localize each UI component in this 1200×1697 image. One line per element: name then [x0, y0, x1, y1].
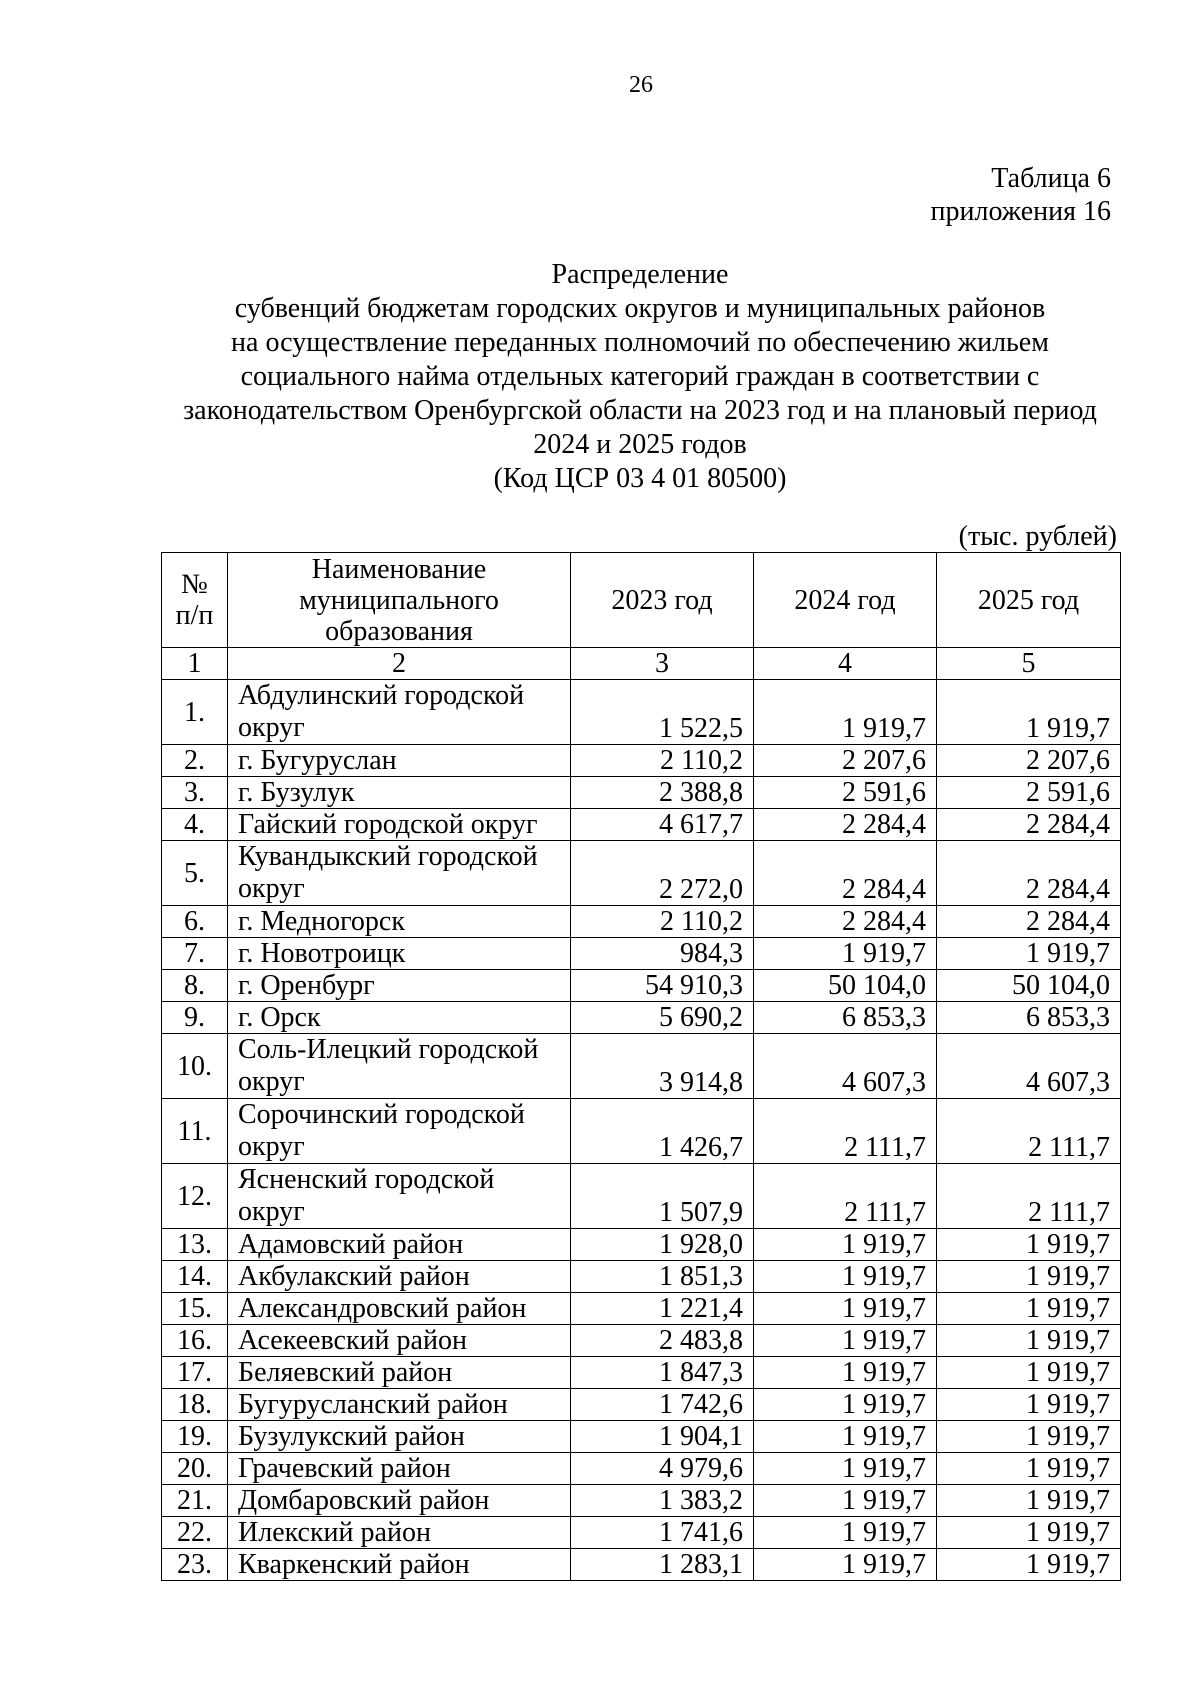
amount-2024: 4 607,3: [754, 1034, 937, 1099]
amount-2025: 1 919,7: [937, 680, 1121, 745]
header-2025: 2025 год: [937, 553, 1121, 648]
table-row: [162, 1357, 1121, 1389]
row-number: 12.: [162, 1164, 228, 1229]
table-body: [162, 680, 1121, 1581]
row-number: 19.: [162, 1421, 228, 1453]
amount-2025: 1 919,7: [937, 1485, 1121, 1517]
amount-2023: 1 847,3: [571, 1357, 754, 1389]
amount-2024: 1 919,7: [754, 1293, 937, 1325]
municipality-name-line: г. Новотроицк: [238, 938, 406, 969]
amount-2023: 4 979,6: [571, 1453, 754, 1485]
row-number: 15.: [162, 1293, 228, 1325]
municipality-name: [228, 1421, 571, 1453]
amount-2023: 1 507,9: [571, 1164, 754, 1229]
table-row: [162, 1164, 1121, 1229]
amount-2024: 1 919,7: [754, 1325, 937, 1357]
amount-2025: 1 919,7: [937, 1453, 1121, 1485]
amount-2025: 1 919,7: [937, 1261, 1121, 1293]
title-line: социального найма отдельных категорий граждан в соответствии с: [240, 361, 1040, 392]
municipality-name: [228, 970, 571, 1002]
amount-2025: 1 919,7: [937, 938, 1121, 970]
municipality-name: [228, 1389, 571, 1421]
table-row: [162, 1389, 1121, 1421]
municipality-name: [228, 1034, 571, 1099]
table-row: [162, 777, 1121, 809]
header-num: № п/п: [162, 553, 228, 648]
row-number: 4.: [162, 809, 228, 841]
amount-2024: 1 919,7: [754, 1517, 937, 1549]
municipality-name-line: Кувандыкский городской: [238, 841, 538, 872]
title-line: на осуществление переданных полномочий по обеспечению жильем: [231, 327, 1049, 358]
municipality-name-line: г. Медногорск: [238, 906, 405, 937]
municipality-name-line: Соль-Илецкий городской: [238, 1034, 539, 1065]
table-row: [162, 680, 1121, 745]
amount-2023: 1 851,3: [571, 1261, 754, 1293]
table-row: [162, 1261, 1121, 1293]
amount-2024: 1 919,7: [754, 1357, 937, 1389]
units-label: (тыс. рублей): [958, 521, 1117, 552]
row-number: 8.: [162, 970, 228, 1002]
row-number: 22.: [162, 1517, 228, 1549]
municipality-name-line: округ: [238, 1131, 305, 1162]
amount-2024: 1 919,7: [754, 1229, 937, 1261]
row-number: 10.: [162, 1034, 228, 1099]
table-row: [162, 1325, 1121, 1357]
amount-2025: 1 919,7: [937, 1293, 1121, 1325]
municipality-name: [228, 1517, 571, 1549]
amount-2023: 1 742,6: [571, 1389, 754, 1421]
municipality-name: [228, 1485, 571, 1517]
table-ref-line: Таблица 6: [991, 163, 1111, 194]
municipality-name-line: Ясненский городской: [238, 1164, 495, 1195]
row-number: 3.: [162, 777, 228, 809]
municipality-name-line: Гайский городской округ: [238, 809, 538, 840]
table-row: [162, 1099, 1121, 1164]
amount-2023: 1 221,4: [571, 1293, 754, 1325]
municipality-name-line: г. Орск: [238, 1002, 321, 1033]
title-line: (Код ЦСР 03 4 01 80500): [493, 463, 787, 494]
colnum-cell: 3: [571, 648, 754, 680]
amount-2024: 1 919,7: [754, 1549, 937, 1581]
table-row: [162, 1549, 1121, 1581]
row-number: 1.: [162, 680, 228, 745]
amount-2025: 2 207,6: [937, 745, 1121, 777]
amount-2025: 6 853,3: [937, 1002, 1121, 1034]
row-number: 6.: [162, 906, 228, 938]
title-line: Распределение: [551, 259, 729, 290]
table-row: [162, 1453, 1121, 1485]
municipality-name: [228, 1229, 571, 1261]
municipality-name: [228, 1002, 571, 1034]
colnum-cell: 4: [754, 648, 937, 680]
amount-2024: 1 919,7: [754, 1421, 937, 1453]
municipality-name: [228, 1164, 571, 1229]
amount-2024: 1 919,7: [754, 1261, 937, 1293]
municipality-name-line: г. Оренбург: [238, 970, 375, 1001]
amount-2024: 2 111,7: [754, 1164, 937, 1229]
column-number-row: [162, 648, 1121, 680]
amount-2024: 1 919,7: [754, 1453, 937, 1485]
table-row: [162, 938, 1121, 970]
municipality-name: [228, 809, 571, 841]
amount-2023: 2 272,0: [571, 841, 754, 906]
row-number: 20.: [162, 1453, 228, 1485]
amount-2024: 6 853,3: [754, 1002, 937, 1034]
amount-2023: 1 928,0: [571, 1229, 754, 1261]
amount-2024: 2 111,7: [754, 1099, 937, 1164]
row-number: 9.: [162, 1002, 228, 1034]
municipality-name-line: Домбаровский район: [238, 1485, 490, 1516]
subvention-table: [161, 552, 1121, 1581]
municipality-name: [228, 777, 571, 809]
municipality-name-line: Александровский район: [238, 1293, 527, 1324]
page-number: 26: [629, 72, 653, 98]
municipality-name: [228, 841, 571, 906]
amount-2024: 2 284,4: [754, 906, 937, 938]
row-number: 21.: [162, 1485, 228, 1517]
header-2023: 2023 год: [571, 553, 754, 648]
municipality-name: [228, 938, 571, 970]
row-number: 18.: [162, 1389, 228, 1421]
amount-2024: 1 919,7: [754, 1389, 937, 1421]
table-reference: [931, 162, 1112, 228]
table-row: [162, 809, 1121, 841]
amount-2023: 2 388,8: [571, 777, 754, 809]
amount-2024: 1 919,7: [754, 680, 937, 745]
municipality-name-line: Абдулинский городской: [238, 680, 525, 711]
amount-2025: 1 919,7: [937, 1549, 1121, 1581]
row-number: 13.: [162, 1229, 228, 1261]
amount-2023: 1 904,1: [571, 1421, 754, 1453]
amount-2023: 2 110,2: [571, 745, 754, 777]
amount-2023: 1 522,5: [571, 680, 754, 745]
amount-2024: 2 284,4: [754, 809, 937, 841]
municipality-name-line: г. Бузулук: [238, 777, 355, 808]
row-number: 14.: [162, 1261, 228, 1293]
table-row: [162, 1421, 1121, 1453]
amount-2023: 2 110,2: [571, 906, 754, 938]
table-row: [162, 745, 1121, 777]
table-row: [162, 1034, 1121, 1099]
document-title: [150, 258, 1130, 496]
municipality-name-line: Адамовский район: [238, 1229, 464, 1260]
title-line: законодательством Оренбургской области на 2023 год и на плановый период: [183, 395, 1097, 426]
municipality-name-line: округ: [238, 1066, 305, 1097]
row-number: 16.: [162, 1325, 228, 1357]
amount-2025: 1 919,7: [937, 1517, 1121, 1549]
row-number: 2.: [162, 745, 228, 777]
amount-2023: 1 426,7: [571, 1099, 754, 1164]
amount-2025: 1 919,7: [937, 1325, 1121, 1357]
title-line: 2024 и 2025 годов: [533, 429, 747, 460]
table-row: [162, 1293, 1121, 1325]
header-name: Наименование муниципального образования: [228, 553, 571, 648]
municipality-name: [228, 1293, 571, 1325]
municipality-name-line: Асекеевский район: [238, 1325, 467, 1356]
amount-2025: 1 919,7: [937, 1229, 1121, 1261]
colnum-cell: 2: [228, 648, 571, 680]
municipality-name-line: Беляевский район: [238, 1357, 453, 1388]
amount-2024: 50 104,0: [754, 970, 937, 1002]
row-number: 17.: [162, 1357, 228, 1389]
municipality-name-line: Илекский район: [238, 1517, 431, 1548]
row-number: 23.: [162, 1549, 228, 1581]
amount-2024: 1 919,7: [754, 938, 937, 970]
amount-2025: 2 284,4: [937, 809, 1121, 841]
table-row: [162, 970, 1121, 1002]
amount-2024: 2 591,6: [754, 777, 937, 809]
table-ref-line: приложения 16: [930, 196, 1111, 227]
municipality-name: [228, 745, 571, 777]
amount-2025: 2 284,4: [937, 841, 1121, 906]
header-2024: 2024 год: [754, 553, 937, 648]
amount-2023: 984,3: [571, 938, 754, 970]
amount-2025: 1 919,7: [937, 1389, 1121, 1421]
amount-2023: 2 483,8: [571, 1325, 754, 1357]
municipality-name: [228, 1357, 571, 1389]
municipality-name: [228, 680, 571, 745]
row-number: 7.: [162, 938, 228, 970]
amount-2025: 2 591,6: [937, 777, 1121, 809]
municipality-name-line: Бугурусланский район: [238, 1389, 508, 1420]
municipality-name: [228, 1099, 571, 1164]
amount-2023: 3 914,8: [571, 1034, 754, 1099]
table-row: [162, 1485, 1121, 1517]
amount-2023: 54 910,3: [571, 970, 754, 1002]
amount-2025: 1 919,7: [937, 1421, 1121, 1453]
amount-2025: 2 111,7: [937, 1099, 1121, 1164]
municipality-name: [228, 1325, 571, 1357]
municipality-name-line: округ: [238, 873, 305, 904]
municipality-name: [228, 1261, 571, 1293]
amount-2023: 1 741,6: [571, 1517, 754, 1549]
municipality-name: [228, 1549, 571, 1581]
amount-2024: 2 284,4: [754, 841, 937, 906]
municipality-name: [228, 906, 571, 938]
title-line: субвенций бюджетам городских округов и муниципальных районов: [234, 293, 1046, 324]
amount-2023: 4 617,7: [571, 809, 754, 841]
municipality-name-line: Кваркенский район: [238, 1549, 470, 1580]
table-row: [162, 906, 1121, 938]
municipality-name-line: Сорочинский городской: [238, 1099, 525, 1130]
table-row: [162, 1517, 1121, 1549]
table-row: [162, 1002, 1121, 1034]
amount-2025: 50 104,0: [937, 970, 1121, 1002]
amount-2025: 2 284,4: [937, 906, 1121, 938]
amount-2023: 1 283,1: [571, 1549, 754, 1581]
amount-2024: 1 919,7: [754, 1485, 937, 1517]
municipality-name-line: Бузулукский район: [238, 1421, 465, 1452]
colnum-cell: 5: [937, 648, 1121, 680]
table-row: [162, 841, 1121, 906]
amount-2025: 4 607,3: [937, 1034, 1121, 1099]
table-row: [162, 1229, 1121, 1261]
row-number: 5.: [162, 841, 228, 906]
municipality-name: [228, 1453, 571, 1485]
municipality-name-line: округ: [238, 712, 305, 743]
amount-2024: 2 207,6: [754, 745, 937, 777]
municipality-name-line: Грачевский район: [238, 1453, 451, 1484]
municipality-name-line: Акбулакский район: [238, 1261, 470, 1292]
municipality-name-line: округ: [238, 1196, 305, 1227]
amount-2025: 1 919,7: [937, 1357, 1121, 1389]
amount-2023: 5 690,2: [571, 1002, 754, 1034]
row-number: 11.: [162, 1099, 228, 1164]
municipality-name-line: г. Бугуруслан: [238, 745, 397, 776]
table-header-row: [162, 553, 1121, 648]
amount-2025: 2 111,7: [937, 1164, 1121, 1229]
amount-2023: 1 383,2: [571, 1485, 754, 1517]
colnum-cell: 1: [162, 648, 228, 680]
